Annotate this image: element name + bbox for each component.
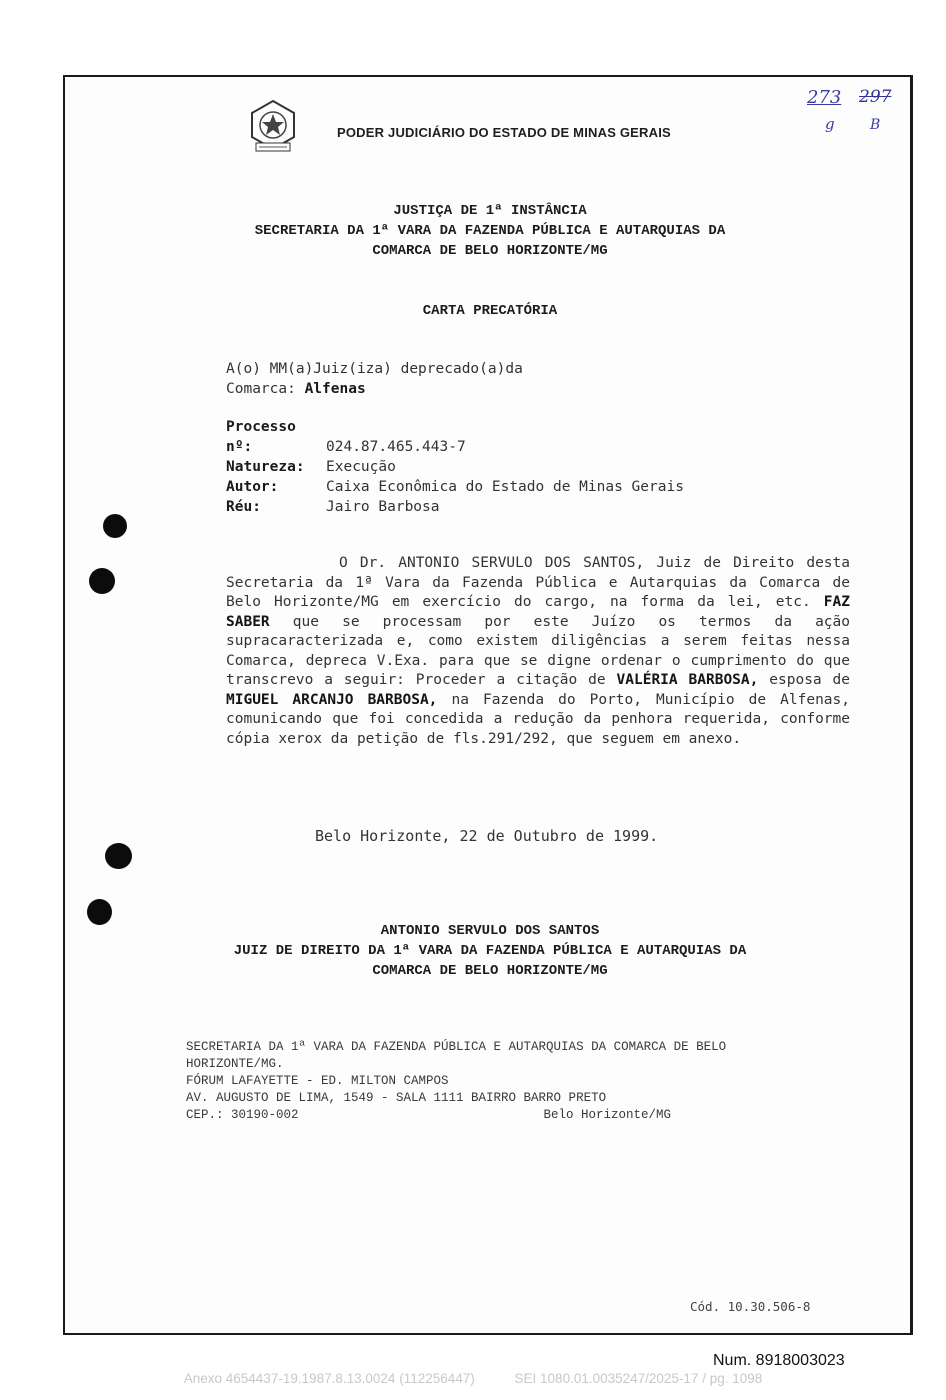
court-heading — [65, 201, 915, 261]
process-value: Execução — [326, 459, 396, 475]
judge-name: ANTONIO SERVULO DOS SANTOS — [380, 923, 600, 939]
handwritten-initial: g — [825, 115, 835, 133]
process-label: Réu: — [226, 499, 261, 515]
document-sheet — [63, 75, 913, 1335]
body-request: que se processam por este Juízo os termos da ação supracaracterizada e, como existem diligências a serem feitas nessa Comarca, depreca V.Exa. para que se digne ordenar o cumprimento do que transcrevo a seguir: Proceder a citação de — [226, 613, 850, 688]
body-connector: esposa de — [769, 672, 851, 688]
defendant-spouse-name: VALÉRIA BARBOSA, — [616, 672, 759, 688]
date-line: Belo Horizonte, 22 de Outubro de 1999. — [315, 827, 659, 845]
defendant-name: MIGUEL ARCANJO BARBOSA, — [226, 691, 438, 708]
process-label: Natureza: — [226, 459, 305, 475]
footer-line-1: SECRETARIA DA 1ª VARA DA FAZENDA PÚBLICA E AUTARQUIAS DA COMARCA DE BELO — [186, 1040, 727, 1054]
document-type-title: CARTA PRECATÓRIA — [422, 303, 558, 319]
footer-line-5 — [186, 1107, 851, 1124]
footer-line-2: HORIZONTE/MG. — [186, 1057, 284, 1071]
punch-hole — [87, 899, 112, 925]
comarca-line — [226, 379, 523, 399]
addressee-block — [226, 359, 523, 399]
punch-hole — [103, 514, 127, 538]
court-line-2: SECRETARIA DA 1ª VARA DA FAZENDA PÚBLICA E AUTARQUIAS DA — [254, 223, 726, 239]
header-title: PODER JUDICIÁRIO DO ESTADO DE MINAS GERAIS — [337, 125, 671, 140]
punch-hole — [105, 843, 132, 869]
handwritten-struck-number: 297 — [859, 87, 892, 107]
footer-cep: CEP.: 30190-002 — [186, 1108, 299, 1122]
judge-role-1: JUIZ DE DIREITO DA 1ª VARA DA FAZENDA PÚBLICA E AUTARQUIAS DA — [233, 943, 747, 959]
footer-line-3: FÓRUM LAFAYETTE - ED. MILTON CAMPOS — [186, 1074, 449, 1088]
body-intro: O Dr. ANTONIO SERVULO DOS SANTOS, Juiz de Direito desta Secretaria da 1ª Vara da Fazenda Pública e Autarquias da Comarca de Belo Horizonte/MG em exercício do cargo, na forma da lei, etc. — [226, 555, 850, 610]
process-row — [226, 417, 684, 457]
handwritten-page-number: 273 — [807, 87, 842, 108]
judge-role-2: COMARCA DE BELO HORIZONTE/MG — [372, 963, 608, 979]
handwritten-rubric: B — [870, 117, 881, 133]
sei-stamp — [0, 1371, 946, 1386]
process-label: Autor: — [226, 479, 279, 495]
faz-saber: FAZ SABER — [226, 594, 850, 630]
footer-address — [186, 1039, 851, 1124]
process-row — [226, 477, 684, 497]
process-label: Processo nº: — [226, 419, 296, 455]
state-seal-icon — [248, 99, 298, 155]
comarca-value: Alfenas — [304, 381, 366, 397]
process-value: Caixa Econômica do Estado de Minas Gerais — [326, 479, 684, 495]
court-line-3: COMARCA DE BELO HORIZONTE/MG — [372, 243, 608, 259]
process-value: Jairo Barbosa — [326, 499, 440, 515]
document-number: Num. 8918003023 — [713, 1352, 845, 1369]
process-value: 024.87.465.443-7 — [326, 439, 466, 455]
process-row — [226, 497, 684, 517]
body-paragraph — [226, 554, 850, 749]
sei-reference: SEI 1080.01.0035247/2025-17 / pg. 1098 — [514, 1371, 763, 1386]
footer-line-4: AV. AUGUSTO DE LIMA, 1549 - SALA 1111 BAIRRO BARRO PRETO — [186, 1091, 607, 1105]
annex-reference: Anexo 4654437-19.1987.8.13.0024 (112256447) — [183, 1371, 475, 1386]
punch-hole — [89, 568, 115, 594]
process-row — [226, 457, 684, 477]
signature-block — [65, 921, 915, 981]
footer-city: Belo Horizonte/MG — [543, 1108, 671, 1122]
addressee-line: A(o) MM(a)Juiz(iza) deprecado(a)da — [226, 361, 523, 377]
process-details — [226, 417, 684, 517]
comarca-label: Comarca: — [226, 381, 296, 397]
body-closing: na Fazenda do Porto, Município de Alfenas, comunicando que foi concedida a redução da penhora requerida, conforme cópia xerox da petição de fls.291/292, que seguem em anexo. — [226, 691, 850, 747]
court-line-1: JUSTIÇA DE 1ª INSTÂNCIA — [393, 203, 587, 219]
form-code: Cód. 10.30.506-8 — [690, 1299, 811, 1314]
